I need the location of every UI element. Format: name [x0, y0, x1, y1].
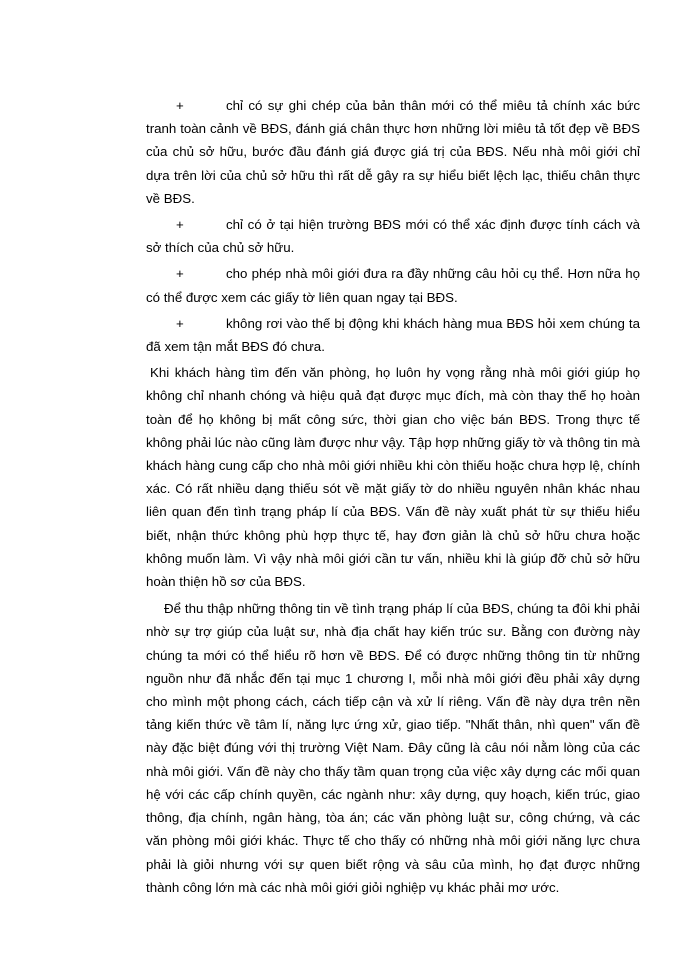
bullet-text: không rơi vào thế bị động khi khách hàng mua BĐS hỏi xem chúng ta đã xem tận mắt BĐS đó chưa. — [146, 315, 640, 355]
body-paragraph: Khi khách hàng tìm đến văn phòng, họ luôn hy vọng rằng nhà môi giới giúp họ không chỉ nhanh chóng và hiệu quả đạt được mục đích, mà còn thay thế họ hoàn toàn để họ không bị mất công sức, thời gian cho việc bán BĐS. Trong thực tế không phải lúc nào cũng làm được như vậy. Tập hợp những giấy tờ và thông tin mà khách hàng cung cấp cho nhà môi giới nhiều khi còn thiếu hoặc chưa hợp lệ, chính xác. Có rất nhiều dạng thiếu sót về mặt giấy tờ do nhiều nguyên nhân khác nhau liên quan đến tình trạng pháp lí của BĐS. Vấn đề này xuất phát từ sự thiếu hiểu biết, nhận thức không phù hợp thực tế, hay đơn giản là chủ sở hữu chưa hoặc không muốn làm. Vì vậy nhà môi giới cần tư vấn, nhiều khi là giúp đỡ chủ sở hữu hoàn thiện hồ sơ của BĐS. — [146, 365, 640, 590]
bullet-marker: + — [176, 266, 184, 282]
bullet-item — [146, 262, 640, 308]
bullet-marker: + — [176, 315, 184, 331]
bullet-marker: + — [176, 98, 184, 113]
bullet-text: chỉ có sự ghi chép của bản thân mới có thể miêu tả chính xác bức tranh toàn cảnh về BĐS, đánh giá chân thực hơn những lời miêu tả tốt đẹp về BĐS của chủ sở hữu, bước đầu đánh giá được giá trị của BĐS. Nếu nhà môi giới chỉ dựa trên lời của chủ sở hữu thì rất dễ gây ra sự hiểu biết lệch lạc, thiếu chân thực về BĐS. — [146, 98, 640, 206]
bullet-text: chỉ có ở tại hiện trường BĐS mới có thể xác định được tính cách và sở thích của chủ sở hữu. — [146, 217, 640, 256]
bullet-marker: + — [176, 217, 184, 233]
bullet-text: cho phép nhà môi giới đưa ra đầy những câu hỏi cụ thể. Hơn nữa họ có thể được xem các giấy tờ liên quan ngay tại BĐS. — [146, 266, 640, 305]
body-paragraph: Để thu thập những thông tin về tình trạng pháp lí của BĐS, chúng ta đôi khi phải nhờ sự trợ giúp của luật sư, nhà địa chất hay kiến trúc sư. Bằng con đường này chúng ta mới có thể hiểu rõ hơn về BĐS. Để có được những thông tin từ những nguồn như đã nhắc đến tại mục 1 chương I, mỗi nhà môi giới đều phải xây dựng cho mình một phong cách, cách tiếp cận và xử lí riêng. Vấn đề này dựa trên nền tảng kiến thức về tâm lí, năng lực ứng xử, giao tiếp. "Nhất thân, nhì quen" vấn đề này đặc biệt đúng với thị trường Việt Nam. Đây cũng là câu nói nằm lòng của các nhà môi giới. Vấn đề này cho thấy tầm quan trọng của việc xây dựng các mối quan hệ với các cấp chính quyền, các ngành như: xây dựng, quy hoạch, kiến trúc, giao thông, địa chính, ngân hàng, tòa án; các văn phòng luật sư, công chứng, và các văn phòng môi giới khác. Thực tế cho thấy có những nhà môi giới năng lực chưa phải là giỏi nhưng với sự quen biết rộng và sâu của mình, họ đạt được những thành công lớn mà các nhà môi giới giỏi nghiệp vụ khác phải mơ ước. — [146, 601, 640, 895]
bullet-item — [146, 213, 640, 259]
bullet-item — [146, 94, 640, 210]
bullet-item — [146, 312, 640, 358]
